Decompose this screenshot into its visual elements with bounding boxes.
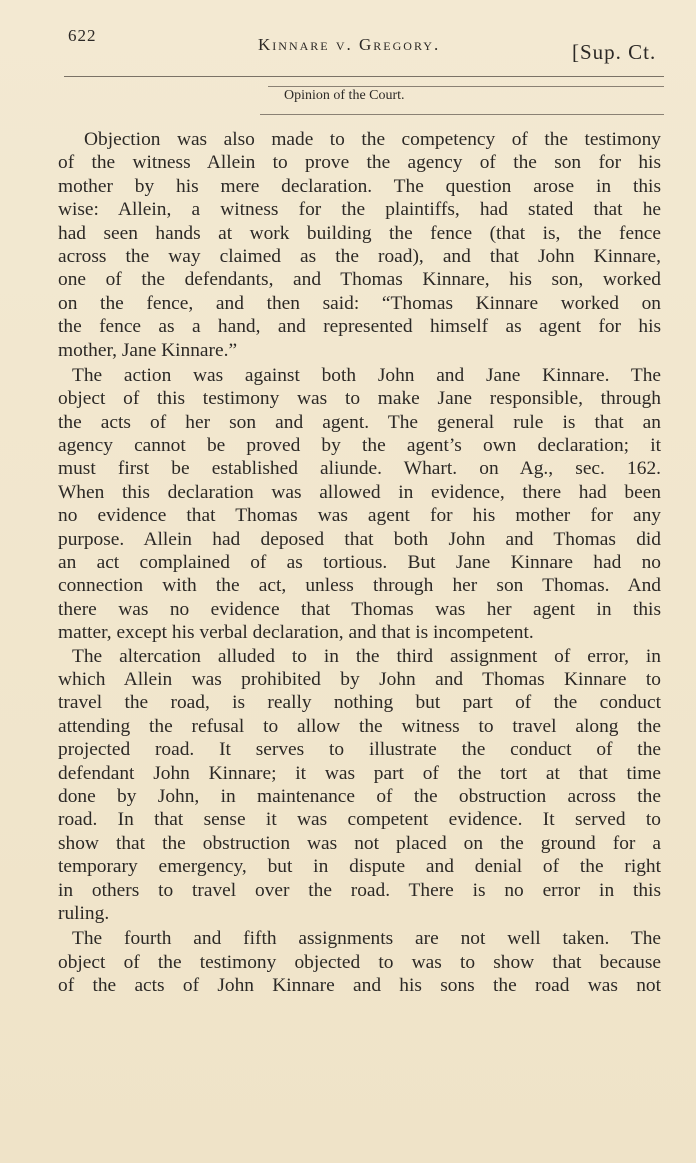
text-line: defendant John Kinnare; it was part of the tort at that time — [58, 762, 661, 784]
text-line: The altercation alluded to in the third assignment of error, in — [72, 645, 661, 667]
court-designation: [Sup. Ct. — [572, 40, 657, 64]
text-line: ruling. — [58, 902, 110, 924]
text-line: the acts of her son and agent. The general rule is that an — [58, 411, 661, 433]
text-line: road. In that sense it was competent evidence. It served to — [58, 809, 661, 831]
text-line: one of the defendants, and Thomas Kinnare, his son, worked — [58, 269, 661, 291]
text-line: of the acts of John Kinnare and his sons the road was not — [58, 975, 661, 997]
text-line: travel the road, is really nothing but part of the conduct — [58, 692, 661, 714]
text-line: temporary emergency, but in dispute and denial of the right — [58, 856, 661, 878]
text-line: across the way claimed as the road), and that John Kinnare, — [58, 245, 661, 267]
text-line: agency cannot be proved by the agent’s own declaration; it — [58, 435, 661, 457]
text-line: done by John, in maintenance of the obstruction across the — [58, 785, 661, 807]
text-line: attending the refusal to allow the witness to travel along the — [58, 715, 661, 737]
text-line: an act complained of as tortious. But Jane Kinnare had no — [58, 552, 661, 574]
text-line: The fourth and fifth assignments are not well taken. The — [72, 928, 661, 950]
text-line: When this declaration was allowed in evidence, there had been — [58, 481, 661, 503]
text-line: had seen hands at work building the fence (that is, the fence — [58, 222, 661, 244]
paragraph-altercation — [58, 645, 661, 926]
paragraph-assignments — [58, 927, 661, 997]
text-line: in others to travel over the road. There is no error in this — [58, 879, 661, 901]
text-line: wise: Allein, a witness for the plaintiffs, had stated that he — [58, 199, 661, 221]
text-line: object of the testimony objected to was to show that because — [58, 951, 661, 973]
text-line: which Allein was prohibited by John and Thomas Kinnare to — [58, 668, 661, 690]
text-line: purpose. Allein had deposed that both John and Thomas did — [58, 528, 661, 550]
opinion-text — [58, 128, 661, 997]
section-label: Opinion of the Court. — [284, 88, 405, 103]
text-line: The action was against both John and Jane Kinnare. The — [72, 364, 661, 386]
text-line: Objection was also made to the competency of the testimony — [84, 129, 661, 150]
header-rule — [64, 76, 664, 77]
text-line: no evidence that Thomas was agent for his mother for any — [58, 505, 661, 527]
text-line: matter, except his verbal declaration, and that is incompetent. — [58, 622, 534, 644]
text-line: must first be established aliunde. Whart. on Ag., sec. 162. — [58, 458, 661, 480]
text-line: show that the obstruction was not placed on the ground for a — [58, 832, 661, 854]
text-line: mother by his mere declaration. The question arose in this — [58, 175, 661, 197]
text-line: connection with the act, unless through her son Thomas. And — [58, 575, 661, 597]
case-title: Kinnare v. Gregory. — [258, 35, 441, 54]
text-line: there was no evidence that Thomas was her agent in this — [58, 598, 661, 620]
text-line: object of this testimony was to make Jane responsible, through — [58, 388, 661, 410]
text-line: mother, Jane Kinnare.” — [58, 339, 238, 361]
section-rule-bottom — [260, 114, 664, 115]
section-rule-top — [268, 86, 664, 87]
paragraph-action — [58, 364, 661, 645]
text-line: the fence as a hand, and represented himself as agent for his — [58, 316, 661, 338]
text-line: on the fence, and then said: “Thomas Kinnare worked on — [58, 292, 661, 314]
paragraph-objection — [58, 128, 661, 362]
running-header — [0, 0, 696, 110]
page-number: 622 — [68, 26, 97, 45]
text-line: projected road. It serves to illustrate the conduct of the — [58, 739, 661, 761]
text-line: of the witness Allein to prove the agency of the son for his — [58, 152, 661, 174]
